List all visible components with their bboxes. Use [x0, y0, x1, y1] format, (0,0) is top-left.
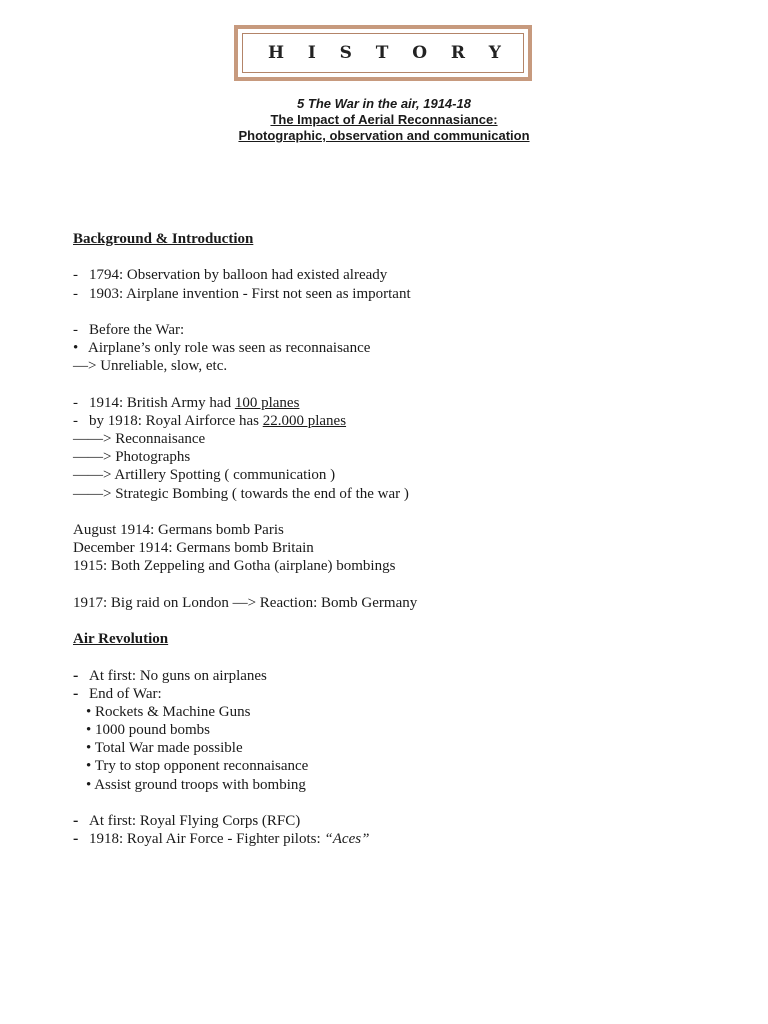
item-text: Assist ground troops with bombing	[94, 776, 306, 793]
sub-bullet	[73, 721, 733, 739]
list-item	[73, 394, 733, 412]
text-line: 1915: Both Zeppeling and Gotha (airplane) bombings	[73, 558, 396, 575]
dash-marker: -	[73, 830, 79, 848]
document-body	[73, 230, 733, 848]
list-item	[73, 685, 733, 703]
item-text: Airplane’s only role was seen as reconnaisance	[88, 340, 371, 357]
document-subtitles	[0, 96, 768, 144]
history-banner-title	[242, 33, 524, 73]
item-text: At first: No guns on airplanes	[89, 667, 267, 684]
item-text: 1914: British Army had	[89, 394, 235, 411]
chapter-title: 5 The War in the air, 1914-18	[297, 96, 471, 111]
section-heading-air-revolution: Air Revolution	[73, 631, 169, 648]
history-banner	[234, 25, 532, 81]
banner-letter: O	[412, 43, 428, 63]
banner-letter: H	[268, 43, 285, 63]
dash-marker: -	[73, 412, 78, 429]
dash-marker: -	[73, 285, 78, 302]
bullet-marker: •	[86, 722, 92, 739]
list-item	[73, 830, 733, 848]
item-text: 1794: Observation by balloon had existed already	[89, 267, 388, 284]
underlined-figure: 22.000 planes	[262, 412, 347, 429]
section-heading-background: Background & Introduction	[73, 231, 254, 247]
arrow-line: ——> Artillery Spotting ( communication )	[73, 467, 336, 484]
dash-marker: -	[73, 267, 78, 284]
list-item	[73, 266, 733, 284]
dash-marker: -	[73, 394, 78, 411]
banner-letter: S	[339, 43, 352, 63]
arrow-line: ——> Reconnaisance	[73, 431, 206, 448]
item-text: 1000 pound bombs	[95, 722, 211, 739]
arrow-line: —> Unreliable, slow, etc.	[73, 358, 228, 375]
banner-letter: R	[450, 43, 465, 63]
item-text: 1918: Royal Air Force - Fighter pilots:	[89, 831, 325, 848]
banner-letter: Y	[488, 43, 501, 63]
item-text: Try to stop opponent reconnaisance	[94, 758, 309, 775]
list-item	[73, 812, 733, 830]
dash-marker: -	[73, 666, 79, 684]
aces-quote: “Aces”	[324, 831, 370, 848]
bullet-marker: •	[86, 703, 92, 720]
dash-marker: -	[73, 812, 79, 829]
text-line: 1917: Big raid on London —> Reaction: Bomb Germany	[73, 594, 418, 611]
list-item	[73, 285, 733, 303]
text-line: August 1914: Germans bomb Paris	[73, 522, 284, 538]
topic-title: The Impact of Aerial Reconnasiance:	[270, 112, 498, 127]
item-text: 1903: Airplane invention - First not seen as important	[89, 285, 411, 302]
sub-bullet	[73, 739, 733, 757]
item-text: by 1918: Royal Airforce has	[89, 412, 263, 429]
bullet-marker: •	[86, 776, 92, 793]
list-item	[73, 321, 733, 339]
topic-subtitle: Photographic, observation and communication	[238, 128, 530, 143]
banner-letter: I	[307, 43, 316, 63]
underlined-figure: 100 planes	[234, 394, 300, 411]
item-text: Total War made possible	[94, 740, 243, 757]
bullet-marker: •	[86, 758, 92, 775]
arrow-line: ——> Strategic Bombing ( towards the end of the war )	[73, 485, 409, 502]
dash-marker: -	[73, 321, 78, 338]
bullet-marker: •	[73, 340, 79, 357]
arrow-line: ——> Photographs	[73, 449, 191, 466]
item-text: Before the War:	[89, 321, 185, 338]
sub-bullet	[73, 757, 733, 775]
item-text: End of War:	[89, 685, 162, 702]
dash-marker: -	[73, 684, 79, 702]
sub-bullet	[73, 703, 733, 721]
item-text: Rockets & Machine Guns	[95, 703, 251, 720]
bullet-marker: •	[86, 740, 92, 757]
banner-letter: T	[375, 43, 389, 63]
sub-bullet	[73, 776, 733, 794]
list-item	[73, 412, 733, 430]
item-text: At first: Royal Flying Corps (RFC)	[89, 813, 301, 829]
list-item	[73, 667, 733, 685]
text-line: December 1914: Germans bomb Britain	[73, 540, 314, 557]
list-item	[73, 339, 733, 357]
